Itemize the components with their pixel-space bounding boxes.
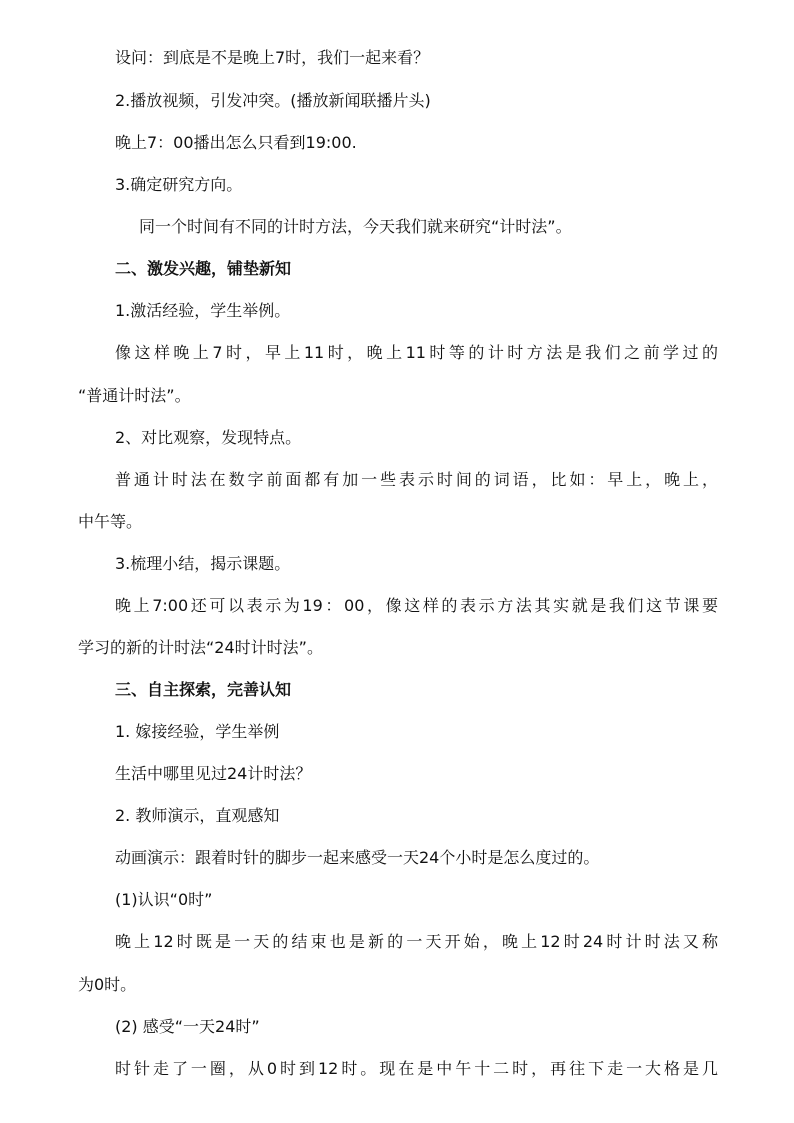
step-3-research-direction: 3.确定研究方向。 xyxy=(115,175,243,194)
paragraph-line: 动画演示：跟着时针的脚步一起来感受一天24个小时是怎么度过的。 xyxy=(115,848,600,867)
step-3-summary: 3.梳理小结，揭示课题。 xyxy=(115,554,291,573)
paragraph-line: 普通计时法在数字前面都有加一些表示时间的词语，比如：早上，晚上， xyxy=(115,470,718,489)
sub-item-1: (1)认识“0时” xyxy=(115,890,213,909)
section-2-heading: 二、激发兴趣，铺垫新知 xyxy=(115,259,292,278)
step-2-play-video: 2.播放视频，引发冲突。(播放新闻联播片头) xyxy=(115,91,431,110)
question-line: 设问：到底是不是晚上7时，我们一起来看？ xyxy=(115,48,430,67)
paragraph-line: 为0时。 xyxy=(78,975,137,994)
paragraph-line: 晚上12时既是一天的结束也是新的一天开始，晚上12时24时计时法又称 xyxy=(115,932,718,951)
paragraph-line: 时针走了一圈，从0时到12时。现在是中午十二时，再往下走一大格是几 xyxy=(115,1059,718,1078)
intro-paragraph: 同一个时间有不同的计时方法，今天我们就来研究“计时法”。 xyxy=(139,217,572,236)
paragraph-line: 中午等。 xyxy=(78,512,143,531)
paragraph-line: 学习的新的计时法“24时计时法”。 xyxy=(78,638,323,657)
broadcast-time-line: 晚上7：00播出怎么只看到19:00. xyxy=(115,133,357,152)
question-line: 生活中哪里见过24计时法？ xyxy=(115,764,312,783)
step-2-demo: 2. 教师演示，直观感知 xyxy=(115,806,280,825)
paragraph-line: “普通计时法”。 xyxy=(78,386,191,405)
sub-item-2: (2) 感受“一天24时” xyxy=(115,1017,260,1036)
section-3-heading: 三、自主探索，完善认知 xyxy=(115,680,292,699)
paragraph-line: 晚上7:00还可以表示为19：00，像这样的表示方法其实就是我们这节课要 xyxy=(115,596,718,615)
step-1-graft: 1. 嫁接经验，学生举例 xyxy=(115,722,280,741)
paragraph-line: 像这样晚上7时，早上11时，晚上11时等的计时方法是我们之前学过的 xyxy=(115,343,718,362)
step-1-activate: 1.激活经验，学生举例。 xyxy=(115,301,291,320)
step-2-compare: 2、对比观察，发现特点。 xyxy=(115,428,302,447)
